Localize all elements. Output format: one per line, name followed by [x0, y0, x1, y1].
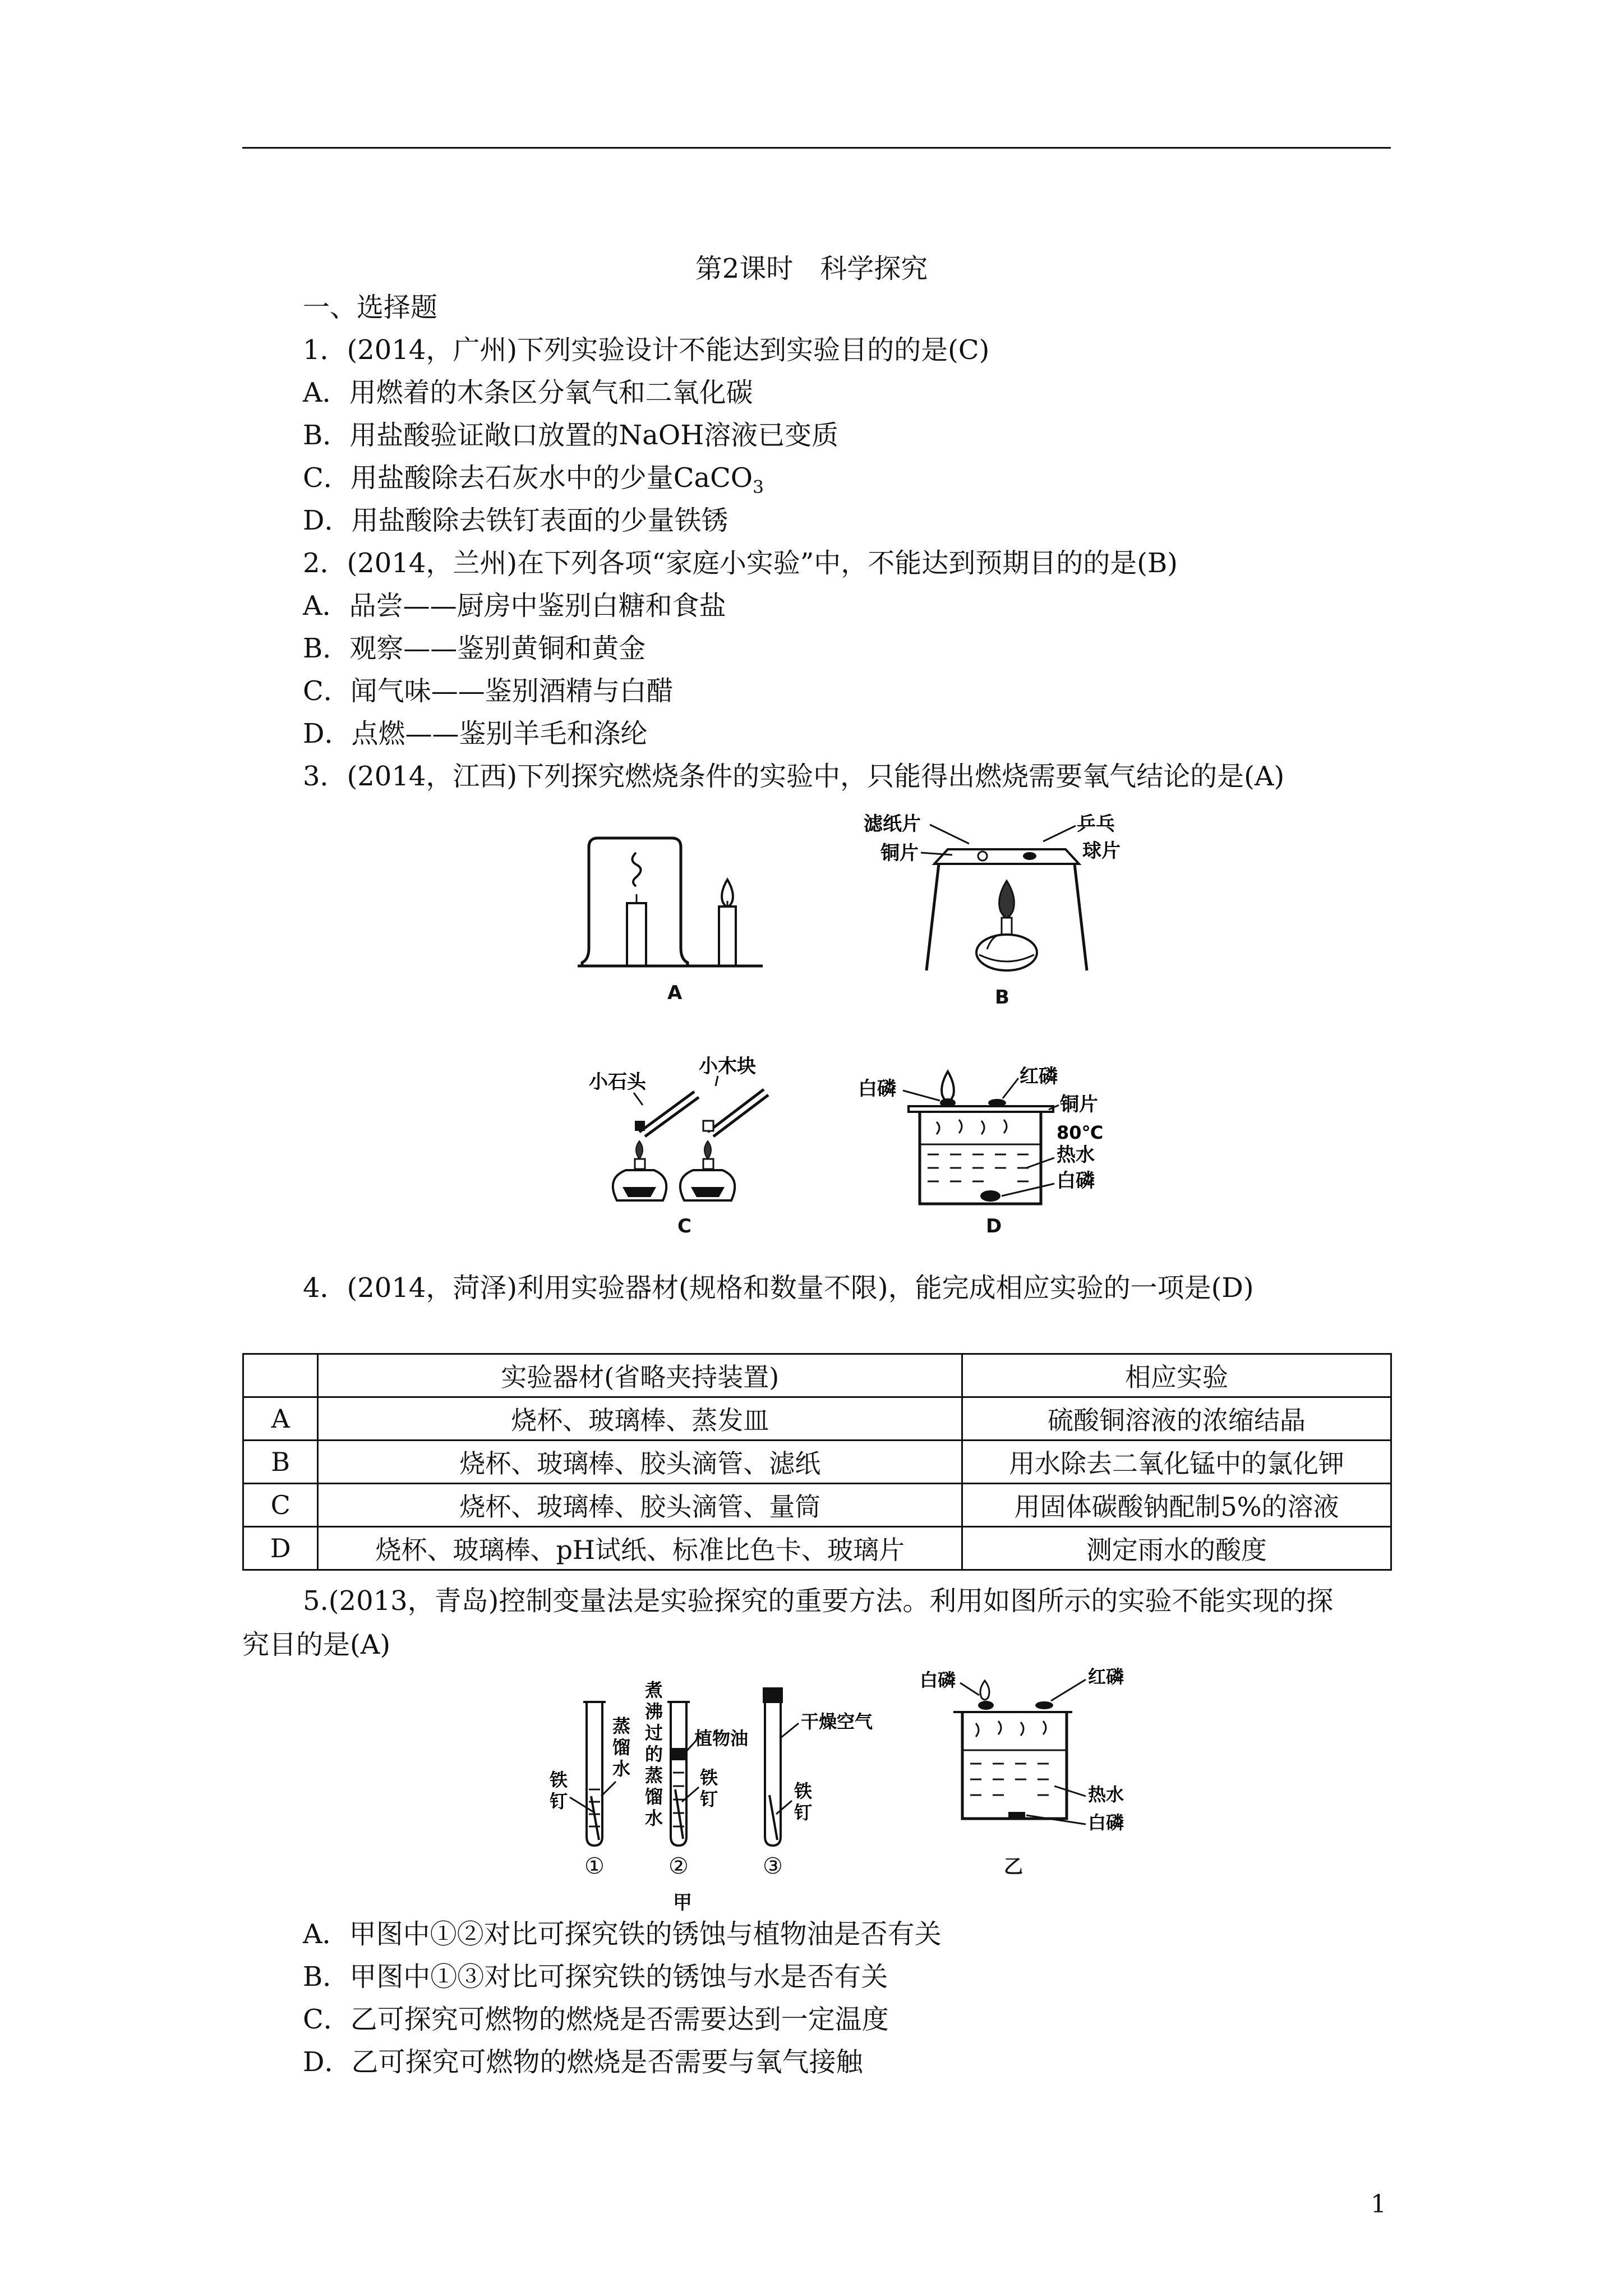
q3-figure-c-caption: C: [677, 1215, 691, 1237]
svg-text:红磷: 红磷: [1088, 1666, 1124, 1687]
svg-text:80℃: 80℃: [1057, 1122, 1104, 1143]
table-cell: 烧杯、玻璃棒、胶头滴管、量筒: [318, 1484, 962, 1527]
table-cell: 硫酸铜溶液的浓缩结晶: [962, 1397, 1391, 1441]
q5-stem-line1: 5.(2013，青岛)控制变量法是实验探究的重要方法。利用如图所示的实验不能实现的探: [303, 1585, 1334, 1617]
table-cell: C: [243, 1484, 318, 1527]
svg-text:铜片: 铜片: [880, 842, 919, 864]
svg-text:小石头: 小石头: [589, 1071, 646, 1093]
candle-jar-diagram: [578, 819, 791, 1021]
q2-stem: 2．(2014，兰州)在下列各项“家庭小实验”中，不能达到预期目的的是(B): [303, 547, 1178, 579]
svg-text:过: 过: [645, 1722, 663, 1743]
svg-text:铁: 铁: [794, 1780, 813, 1802]
q2-option-c: C．闻气味——鉴别酒精与白醋: [303, 675, 674, 707]
tongs-lamps-diagram: [583, 1049, 819, 1234]
table-header-cell: 相应实验: [962, 1354, 1391, 1397]
q1-option-d: D．用盐酸除去铁钉表面的少量铁锈: [303, 505, 728, 536]
svg-text:白磷: 白磷: [920, 1669, 956, 1691]
q5-figure-yi-caption: 乙: [1004, 1856, 1023, 1878]
table-row: [243, 1527, 1391, 1570]
q5-figure-jia: [538, 1677, 909, 1913]
svg-text:白磷: 白磷: [858, 1078, 896, 1100]
q1-option-a: A．用燃着的木条区分氧气和二氧化碳: [303, 377, 753, 408]
svg-text:蒸: 蒸: [612, 1715, 631, 1737]
q5-option-d: D．乙可探究可燃物的燃烧是否需要与氧气接触: [303, 2046, 863, 2078]
table-row: [243, 1397, 1391, 1441]
q5-stem-line2: 究目的是(A): [242, 1629, 391, 1660]
beaker-yi-diagram: [920, 1660, 1211, 1885]
svg-text:沸: 沸: [645, 1701, 663, 1722]
svg-text:球片: 球片: [1082, 840, 1121, 862]
q1-option-c-subscript: 3: [753, 477, 764, 498]
svg-text:小木块: 小木块: [699, 1055, 756, 1078]
svg-text:铁: 铁: [550, 1769, 568, 1791]
page-title: 第2课时 科学探究: [695, 253, 928, 284]
q5-tube-3-number: ③: [763, 1853, 783, 1879]
table-cell: 用固体碳酸钠配制5%的溶液: [962, 1484, 1391, 1527]
q1-stem: 1．(2014，广州)下列实验设计不能达到实验目的的是(C): [303, 334, 990, 366]
q3-stem: 3．(2014，江西)下列探究燃烧条件的实验中，只能得出燃烧需要氧气结论的是(A): [303, 761, 1285, 792]
table-header-cell: [243, 1354, 318, 1397]
q1-option-b: B．用盐酸验证敞口放置的NaOH溶液已变质: [303, 420, 839, 451]
table-header-row: [243, 1354, 1391, 1397]
q4-stem: 4．(2014，菏泽)利用实验器材(规格和数量不限)，能完成相应实验的一项是(D): [303, 1272, 1254, 1304]
table-cell: D: [243, 1527, 318, 1570]
q5-option-a: A．甲图中①②对比可探究铁的锈蚀与植物油是否有关: [303, 1918, 942, 1950]
q5-figure-yi: [920, 1660, 1211, 1885]
table-cell: 烧杯、玻璃棒、蒸发皿: [318, 1397, 962, 1441]
table-row: [243, 1441, 1391, 1484]
table-cell: 烧杯、玻璃棒、胶头滴管、滤纸: [318, 1441, 962, 1484]
table-cell: B: [243, 1441, 318, 1484]
q2-option-d: D．点燃——鉴别羊毛和涤纶: [303, 718, 648, 749]
q5-option-b: B．甲图中①③对比可探究铁的锈蚀与水是否有关: [303, 1961, 888, 1993]
table-cell: 烧杯、玻璃棒、pH试纸、标准比色卡、玻璃片: [318, 1527, 962, 1570]
svg-text:钉: 钉: [700, 1788, 718, 1810]
svg-text:钉: 钉: [794, 1802, 813, 1823]
tripod-burner-diagram: [864, 808, 1155, 1032]
q5-tube-2-number: ②: [668, 1853, 689, 1879]
q3-figure-b-caption: B: [995, 986, 1009, 1009]
table-header-cell: 实验器材(省略夹持装置): [318, 1354, 962, 1397]
section-heading: 一、选择题: [303, 292, 438, 323]
svg-text:的: 的: [645, 1743, 663, 1765]
svg-text:白磷: 白磷: [1057, 1170, 1095, 1192]
table-row: [243, 1484, 1391, 1527]
svg-text:热水: 热水: [1088, 1784, 1124, 1805]
q5-tube-1-number: ①: [584, 1853, 605, 1879]
svg-text:水: 水: [645, 1807, 663, 1829]
svg-text:白磷: 白磷: [1088, 1812, 1124, 1833]
table-cell: 用水除去二氧化锰中的氯化钾: [962, 1441, 1391, 1484]
q1-option-c-text: C．用盐酸除去石灰水中的少量CaCO: [303, 462, 753, 494]
table-cell: 测定雨水的酸度: [962, 1527, 1391, 1570]
svg-text:水: 水: [612, 1758, 631, 1779]
q2-option-b: B．观察——鉴别黄铜和黄金: [303, 633, 646, 664]
svg-text:干燥空气: 干燥空气: [801, 1711, 873, 1732]
svg-text:植物油: 植物油: [694, 1728, 749, 1749]
q3-figure-a: [578, 819, 791, 1021]
svg-text:热水: 热水: [1057, 1144, 1095, 1166]
q5-option-c: C．乙可探究可燃物的燃烧是否需要达到一定温度: [303, 2004, 889, 2035]
svg-text:滤纸片: 滤纸片: [864, 813, 921, 835]
q3-figure-d-caption: D: [986, 1215, 1002, 1237]
q3-figure-d: [858, 1049, 1138, 1237]
svg-text:铜片: 铜片: [1060, 1093, 1098, 1116]
beaker-phosphorus-diagram: [858, 1049, 1138, 1228]
svg-text:乒乓: 乒乓: [1077, 813, 1115, 835]
svg-text:铁: 铁: [700, 1767, 718, 1788]
page-number: 1: [1371, 2190, 1386, 2219]
svg-text:蒸: 蒸: [645, 1765, 663, 1786]
svg-text:钉: 钉: [550, 1791, 568, 1812]
q2-option-a: A．品尝——厨房中鉴别白糖和食盐: [303, 590, 726, 622]
svg-text:馏: 馏: [645, 1786, 663, 1807]
q3-figure-b: [864, 808, 1155, 1032]
table-cell: A: [243, 1397, 318, 1441]
q4-table: [242, 1353, 1392, 1571]
q1-option-c: [303, 461, 764, 504]
q3-figure-a-caption: A: [667, 982, 683, 1004]
q5-figure-jia-caption: 甲: [673, 1892, 692, 1914]
header-rule: [242, 147, 1391, 149]
svg-text:红磷: 红磷: [1020, 1065, 1058, 1088]
svg-text:馏: 馏: [612, 1737, 631, 1758]
svg-text:煮: 煮: [645, 1680, 663, 1701]
q3-figure-c: [583, 1049, 819, 1237]
